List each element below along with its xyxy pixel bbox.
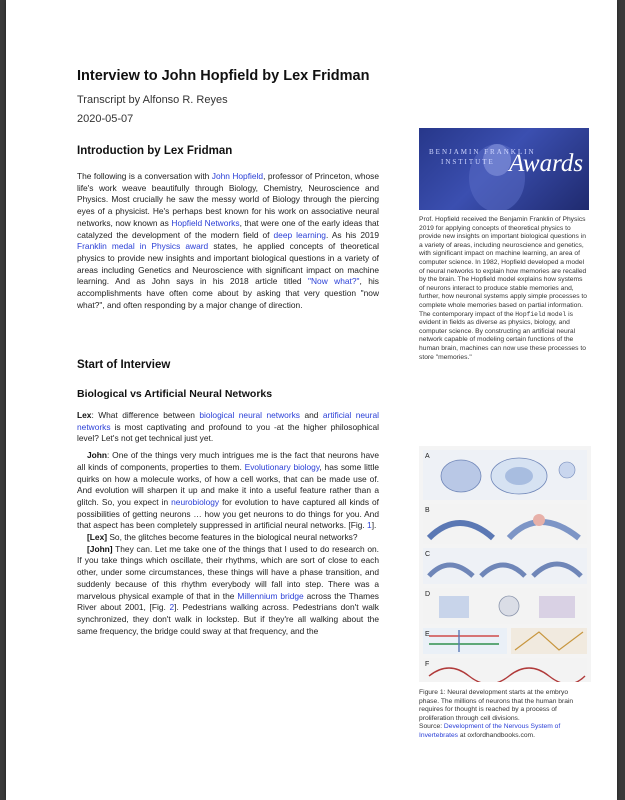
paragraph-text: : What difference between [91, 410, 200, 420]
sidebar-code: Hopfield [515, 310, 546, 318]
link-oxford-source[interactable]: Development of the Nervous System of Invertebrates [419, 723, 561, 739]
caption-text: Figure 1: Neural development starts at the embryo phase. The millions of neurons that the human brain requires for thought is reached by a process of proliferation through cell divisions. [419, 689, 574, 722]
document-title: Interview to John Hopfield by Lex Fridman [77, 68, 370, 84]
link-biological-neural-networks[interactable]: biological neural networks [199, 410, 300, 420]
paragraph-text: ]. [371, 520, 377, 531]
transcript-credit: Transcript by Alfonso R. Reyes [77, 94, 228, 106]
panel-label-a: A [425, 453, 430, 460]
link-now-what[interactable]: "Now what?" [308, 276, 360, 287]
link-hopfield-networks[interactable]: Hopfield Networks [171, 217, 240, 228]
banner-line-2: INSTITUTE [441, 158, 495, 166]
sidebar-text: Prof. Hopfield received the Benjamin Franklin of Physics 2019 for applying concepts of theoretical physics to provide new insights on important biological questions in a variety of areas, including neuroscience and genetics, with significant impact on machine learning, an area of computer science. In 1982, Hopfield developed a model of neural networks to explain how memories are recalled by the brain. The Hopfield model explains how systems of neurons interact to produce stable memories and, further, how neuronal systems apply simple processes to complete whole memories based on partial information. The contemporary impact of the [419, 216, 588, 318]
intro-text: , that were one of the early ideas that catalyzed the development of the modern field of [77, 217, 379, 240]
panel-label-f: F [425, 661, 430, 668]
link-fig-2[interactable]: 2 [169, 602, 175, 613]
sidebar-code: model [547, 310, 567, 318]
paragraph-text: across the Thames River about 2001, [Fig. [77, 590, 379, 613]
start-heading: Start of Interview [77, 359, 171, 371]
figure-1-image [419, 446, 591, 682]
intro-text: , his accomplishments have often come about by asking that very question "now what?", and often responding by a major change of direction. [77, 276, 379, 310]
paragraph-text: is most captivating and profound to you -at the higher philosophical level? Let's not get technical just yet. [77, 421, 379, 444]
intro-text: states, he applied concepts of theoretical physics to provide new insights and important biological questions in a variety of areas including Genetics and Neuroscience with significant impact on machine learning. And as John says in his 2018 article titled [77, 241, 380, 287]
neural-development-figure-icon [419, 446, 591, 682]
panel-label-d: D [425, 591, 431, 598]
document-page [6, 0, 617, 800]
intro-heading: Introduction by Lex Fridman [77, 145, 233, 157]
panel-label-c: C [425, 551, 431, 558]
intro-text: , professor of Princeton, whose life's work weave beautifully through Biology, Chemistry, Neuroscience and Physics. Most crucially he saw the messy world of Biology through the piercing eyes of a physicist. He's perhaps best known for his work on associative neural networks, now known as [77, 171, 379, 228]
intro-text: The following is a conversation with [77, 171, 212, 181]
panel-label-b: B [425, 507, 430, 514]
document-date: 2020-05-07 [77, 113, 134, 125]
paragraph-lex-2 [77, 532, 379, 544]
paragraph-john-1 [77, 450, 379, 532]
panel-f [423, 658, 587, 682]
link-evolutionary-biology[interactable]: Evolutionary biology [244, 461, 320, 472]
banner-awards-word: Awards [509, 150, 584, 177]
panel-a [423, 450, 587, 500]
panel-label-e: E [425, 631, 430, 638]
panel-c [423, 548, 587, 584]
panel-b [423, 504, 587, 544]
paragraph-text: and [300, 410, 323, 420]
paragraph-text: So, the glitches become features in the biological neural networks? [107, 532, 358, 543]
link-fig-1[interactable]: 1 [367, 520, 372, 531]
interview-body [77, 410, 379, 637]
paragraph-text: , has some little quirks on how a molecule works, of how a cell works, that can be made use of. And evolution will sharpen it up and make it into a useful feature rather than a glitch. So, you expect in [77, 461, 380, 507]
section-subheading: Biological vs Artificial Neural Networks [77, 388, 273, 400]
banner-line-1: BENJAMIN FRANKLIN [429, 148, 536, 156]
link-millennium-bridge[interactable]: Millennium bridge [237, 590, 304, 601]
intro-paragraph [77, 171, 379, 311]
paragraph-text: : One of the things very much intrigues me is the fact that neurons have all kinds of components, properties to them. [77, 450, 379, 472]
speaker-label: [Lex] [87, 532, 108, 543]
sidebar-text: is evident in fields as diverse as physics, biology, and computer science. By constructing an artificial neural network capable of modeling certain functions of the human brain, machines can now use these processes to store "memories." [419, 310, 586, 361]
franklin-awards-banner [419, 128, 589, 210]
link-john-hopfield[interactable]: John Hopfield [211, 171, 264, 181]
link-deep-learning[interactable]: deep learning [273, 229, 326, 240]
figure-1-caption [419, 689, 589, 741]
speaker-label: Lex [77, 410, 92, 420]
caption-source-label: Source: [419, 723, 444, 731]
speaker-label: John [87, 450, 108, 461]
intro-text: . As his 2019 [325, 229, 379, 240]
link-neurobiology[interactable]: neurobiology [171, 496, 220, 507]
paragraph-text: They can. Let me take one of the things that I used to do research on. If you take things which oscillate, their rhythms, which are sort of close to each other, under some circumstances, these things will have a phase transition, and suddenly because of this rhythm everybody will fall into step. There was a marvelous physical example of that in the [77, 543, 379, 601]
paragraph-john-2 [77, 544, 379, 638]
paragraph-text: for evolution to have captured all kinds of possibilities of getting neurons … how you get neurons to do things for you. And that aspect has been completely suppressed in artificial neural networks. [Fig. [77, 496, 379, 531]
paragraph-text: ]. Pedestrians walking across. Pedestrians don't walk synchronized, they don't walk in lockstep. But if they're all walking about the same frequency, the bridge could sway at that frequency, and the [77, 602, 379, 636]
panel-d [423, 588, 587, 624]
paragraph-lex-1 [77, 410, 379, 445]
speaker-label: [John] [87, 543, 113, 554]
sidebar-note [419, 216, 589, 362]
caption-source-tail: at oxfordhandbooks.com. [458, 731, 535, 739]
link-artificial-neural-networks[interactable]: artificial neural networks [77, 410, 379, 432]
panel-e [423, 628, 587, 654]
link-franklin-medal[interactable]: Franklin medal in Physics award [77, 241, 209, 252]
